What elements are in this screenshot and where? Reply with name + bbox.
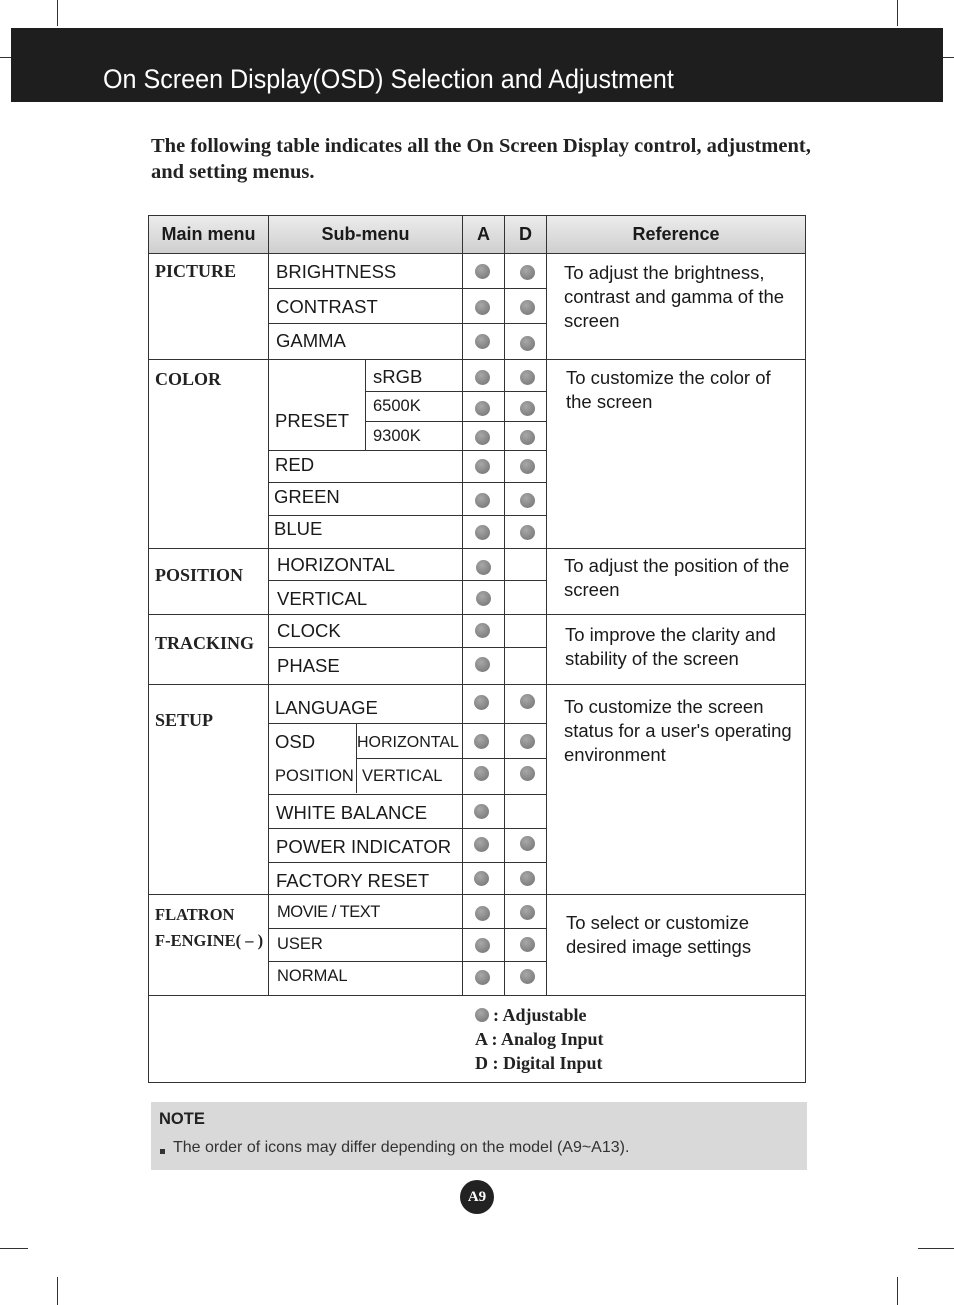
menu-flatron: FLATRON bbox=[155, 905, 235, 924]
adjustable-dot-icon bbox=[520, 525, 535, 540]
adjustable-dot-icon bbox=[520, 969, 535, 984]
sub-white-balance: WHITE BALANCE bbox=[276, 802, 428, 823]
sub-preset: PRESET bbox=[275, 410, 350, 431]
row-divider bbox=[269, 482, 546, 483]
note-box bbox=[151, 1102, 807, 1170]
page-title: On Screen Display(OSD) Selection and Adjustment bbox=[103, 64, 674, 94]
row-divider bbox=[269, 515, 546, 516]
crop-mark bbox=[0, 1248, 28, 1249]
adjustable-dot-icon bbox=[520, 300, 535, 315]
menu-picture: PICTURE bbox=[155, 261, 237, 281]
crop-mark bbox=[57, 1277, 58, 1305]
osd-menu-table bbox=[148, 215, 806, 1083]
menu-position: POSITION bbox=[155, 565, 244, 585]
adjustable-dot-icon bbox=[474, 734, 489, 749]
crop-mark bbox=[897, 0, 898, 26]
adjustable-dot-icon bbox=[520, 937, 535, 952]
row-divider bbox=[269, 794, 546, 795]
sub-osd-position: POSITION bbox=[275, 767, 354, 785]
sub-user: USER bbox=[277, 935, 323, 953]
adjustable-dot-icon bbox=[520, 493, 535, 508]
sub-language: LANGUAGE bbox=[275, 697, 378, 718]
adjustable-dot-icon bbox=[475, 1008, 489, 1022]
header-main-menu: Main menu bbox=[149, 216, 268, 254]
adjustable-dot-icon bbox=[520, 336, 535, 351]
adjustable-dot-icon bbox=[520, 265, 535, 280]
section-divider bbox=[149, 614, 805, 615]
adjustable-dot-icon bbox=[520, 694, 535, 709]
header-bar bbox=[11, 28, 943, 102]
sub-green: GREEN bbox=[274, 486, 340, 507]
adjustable-dot-icon bbox=[475, 938, 490, 953]
reference-position: To adjust the position of the screen bbox=[564, 555, 790, 600]
sub-brightness: BRIGHTNESS bbox=[276, 261, 397, 282]
adjustable-dot-icon bbox=[476, 560, 491, 575]
crop-mark bbox=[943, 57, 954, 58]
row-divider bbox=[269, 961, 546, 962]
section-divider bbox=[149, 995, 805, 996]
adjustable-dot-icon bbox=[475, 370, 490, 385]
menu-color: COLOR bbox=[155, 369, 222, 389]
section-divider bbox=[149, 548, 805, 549]
reference-picture: To adjust the brightness, contrast and gamma of the screen bbox=[564, 262, 785, 331]
grid-line bbox=[504, 216, 505, 996]
menu-f-engine: F-ENGINE( – ) bbox=[155, 931, 264, 950]
adjustable-dot-icon bbox=[520, 766, 535, 781]
row-divider bbox=[269, 928, 546, 929]
crop-mark bbox=[918, 1248, 954, 1249]
row-divider bbox=[269, 323, 546, 324]
header-digital: D bbox=[505, 216, 546, 254]
adjustable-dot-icon bbox=[475, 459, 490, 474]
legend-adjustable: : Adjustable bbox=[475, 1003, 604, 1027]
sub-gamma: GAMMA bbox=[276, 330, 346, 351]
adjustable-dot-icon bbox=[476, 591, 491, 606]
reference-tracking: To improve the clarity and stability of the screen bbox=[565, 624, 776, 669]
adjustable-dot-icon bbox=[520, 430, 535, 445]
row-divider bbox=[357, 758, 546, 759]
sub-factory-reset: FACTORY RESET bbox=[276, 870, 430, 891]
adjustable-dot-icon bbox=[520, 370, 535, 385]
sub-red: RED bbox=[275, 454, 315, 475]
reference-setup: To customize the screen status for a user's operating environment bbox=[564, 696, 792, 765]
grid-line bbox=[546, 216, 547, 996]
adjustable-dot-icon bbox=[475, 264, 490, 279]
row-divider bbox=[269, 862, 546, 863]
header-reference: Reference bbox=[547, 216, 805, 254]
sub-power-indicator: POWER INDICATOR bbox=[276, 836, 452, 857]
row-divider bbox=[269, 723, 546, 724]
sub-movie-text: MOVIE / TEXT bbox=[277, 903, 380, 921]
legend-analog: A : Analog Input bbox=[475, 1029, 604, 1049]
adjustable-dot-icon bbox=[475, 657, 490, 672]
row-divider bbox=[269, 288, 546, 289]
note-text: The order of icons may differ depending on the model (A9~A13). bbox=[173, 1139, 630, 1156]
menu-tracking: TRACKING bbox=[155, 633, 255, 653]
sub-osd-vertical: VERTICAL bbox=[362, 767, 443, 785]
adjustable-dot-icon bbox=[474, 695, 489, 710]
grid-line bbox=[462, 216, 463, 996]
sub-osd: OSD bbox=[275, 731, 316, 752]
section-divider bbox=[149, 684, 805, 685]
sub-blue: BLUE bbox=[274, 518, 323, 539]
adjustable-dot-icon bbox=[475, 401, 490, 416]
sub-clock: CLOCK bbox=[277, 620, 341, 641]
adjustable-dot-icon bbox=[475, 430, 490, 445]
section-divider bbox=[149, 359, 805, 360]
section-divider bbox=[149, 894, 805, 895]
header-sub-menu: Sub-menu bbox=[269, 216, 462, 254]
adjustable-dot-icon bbox=[474, 804, 489, 819]
page-number: A9 bbox=[460, 1180, 494, 1214]
crop-mark bbox=[0, 57, 11, 58]
sub-phase: PHASE bbox=[277, 655, 340, 676]
row-divider bbox=[366, 421, 546, 422]
sub-srgb: sRGB bbox=[373, 366, 423, 387]
row-divider bbox=[269, 580, 546, 581]
grid-line bbox=[268, 216, 269, 996]
adjustable-dot-icon bbox=[475, 906, 490, 921]
row-divider bbox=[269, 450, 546, 451]
sub-normal: NORMAL bbox=[277, 967, 348, 985]
note-title: NOTE bbox=[159, 1110, 205, 1128]
grid-line bbox=[365, 360, 366, 450]
sub-osd-horizontal: HORIZONTAL bbox=[357, 734, 459, 751]
reference-flatron: To select or customize desired image settings bbox=[566, 912, 752, 957]
adjustable-dot-icon bbox=[475, 623, 490, 638]
bullet-icon bbox=[160, 1149, 165, 1154]
reference-color: To customize the color of the screen bbox=[566, 367, 771, 412]
legend bbox=[475, 1003, 604, 1075]
adjustable-dot-icon bbox=[475, 493, 490, 508]
adjustable-dot-icon bbox=[475, 525, 490, 540]
adjustable-dot-icon bbox=[474, 837, 489, 852]
intro-text: The following table indicates all the On Screen Display control, adjustment, and setting menus. bbox=[151, 135, 811, 183]
row-divider bbox=[269, 647, 546, 648]
crop-mark bbox=[897, 1277, 898, 1305]
sub-contrast: CONTRAST bbox=[276, 296, 378, 317]
row-divider bbox=[269, 828, 546, 829]
menu-setup: SETUP bbox=[155, 710, 214, 730]
adjustable-dot-icon bbox=[520, 734, 535, 749]
adjustable-dot-icon bbox=[475, 970, 490, 985]
adjustable-dot-icon bbox=[520, 459, 535, 474]
header-analog: A bbox=[463, 216, 504, 254]
adjustable-dot-icon bbox=[475, 334, 490, 349]
adjustable-dot-icon bbox=[474, 871, 489, 886]
row-divider bbox=[366, 391, 546, 392]
adjustable-dot-icon bbox=[475, 300, 490, 315]
sub-vertical: VERTICAL bbox=[277, 588, 368, 609]
adjustable-dot-icon bbox=[520, 401, 535, 416]
sub-9300k: 9300K bbox=[373, 427, 421, 445]
adjustable-dot-icon bbox=[520, 871, 535, 886]
adjustable-dot-icon bbox=[520, 905, 535, 920]
adjustable-dot-icon bbox=[520, 836, 535, 851]
legend-digital: D : Digital Input bbox=[475, 1053, 603, 1073]
sub-6500k: 6500K bbox=[373, 397, 421, 415]
adjustable-dot-icon bbox=[474, 766, 489, 781]
sub-horizontal: HORIZONTAL bbox=[277, 554, 395, 575]
crop-mark bbox=[57, 0, 58, 26]
